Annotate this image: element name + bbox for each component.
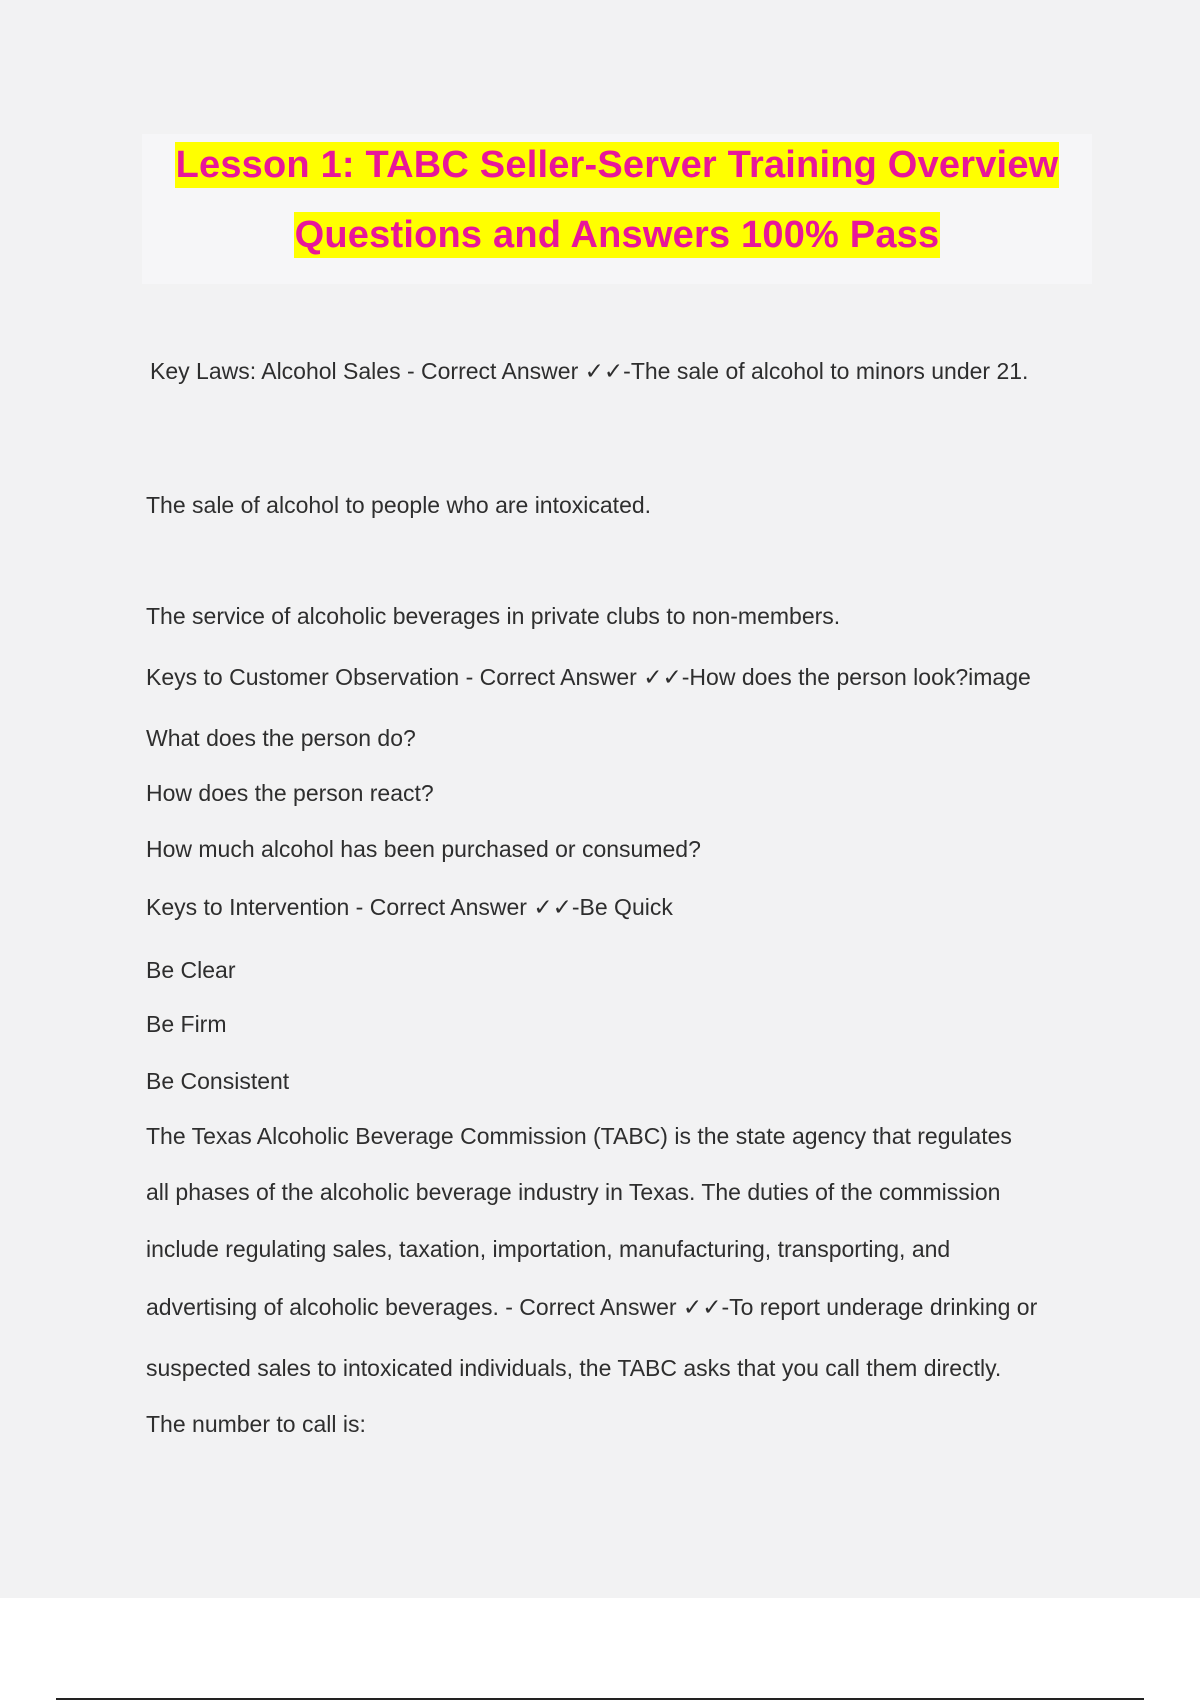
title-block <box>142 134 1092 284</box>
text-line: Be Consistent <box>146 1068 290 1094</box>
text-line: The Texas Alcoholic Beverage Commission (TABC) is the state agency that regulates <box>146 1123 1012 1149</box>
text-line: Keys to Intervention - Correct Answer ✓✓-Be Quick <box>146 894 673 920</box>
text-line: The sale of alcohol to people who are intoxicated. <box>146 492 652 518</box>
text-line: The number to call is: <box>146 1411 366 1437</box>
text-line: suspected sales to intoxicated individuals, the TABC asks that you call them directly. <box>146 1355 1002 1381</box>
text-line: Keys to Customer Observation - Correct Answer ✓✓-How does the person look?image <box>146 664 1031 690</box>
title-line-1: Lesson 1: TABC Seller-Server Training Overview <box>175 144 1059 186</box>
text-line: How much alcohol has been purchased or consumed? <box>146 836 701 862</box>
text-line: What does the person do? <box>146 725 416 751</box>
title-line-2-wrapper <box>142 214 1092 257</box>
text-line: Be Clear <box>146 957 236 983</box>
text-line: The service of alcoholic beverages in private clubs to non-members. <box>146 603 841 629</box>
text-line: Key Laws: Alcohol Sales - Correct Answer ✓✓-The sale of alcohol to minors under 21. <box>150 358 1029 384</box>
title-line-1-wrapper <box>142 144 1092 187</box>
text-line: How does the person react? <box>146 780 434 806</box>
text-line: include regulating sales, taxation, importation, manufacturing, transporting, and <box>146 1236 951 1262</box>
text-line: all phases of the alcoholic beverage industry in Texas. The duties of the commission <box>146 1179 1001 1205</box>
text-line: Be Firm <box>146 1011 227 1037</box>
title-line-2: Questions and Answers 100% Pass <box>294 214 940 256</box>
text-line: advertising of alcoholic beverages. - Correct Answer ✓✓-To report underage drinking or <box>146 1294 1038 1320</box>
